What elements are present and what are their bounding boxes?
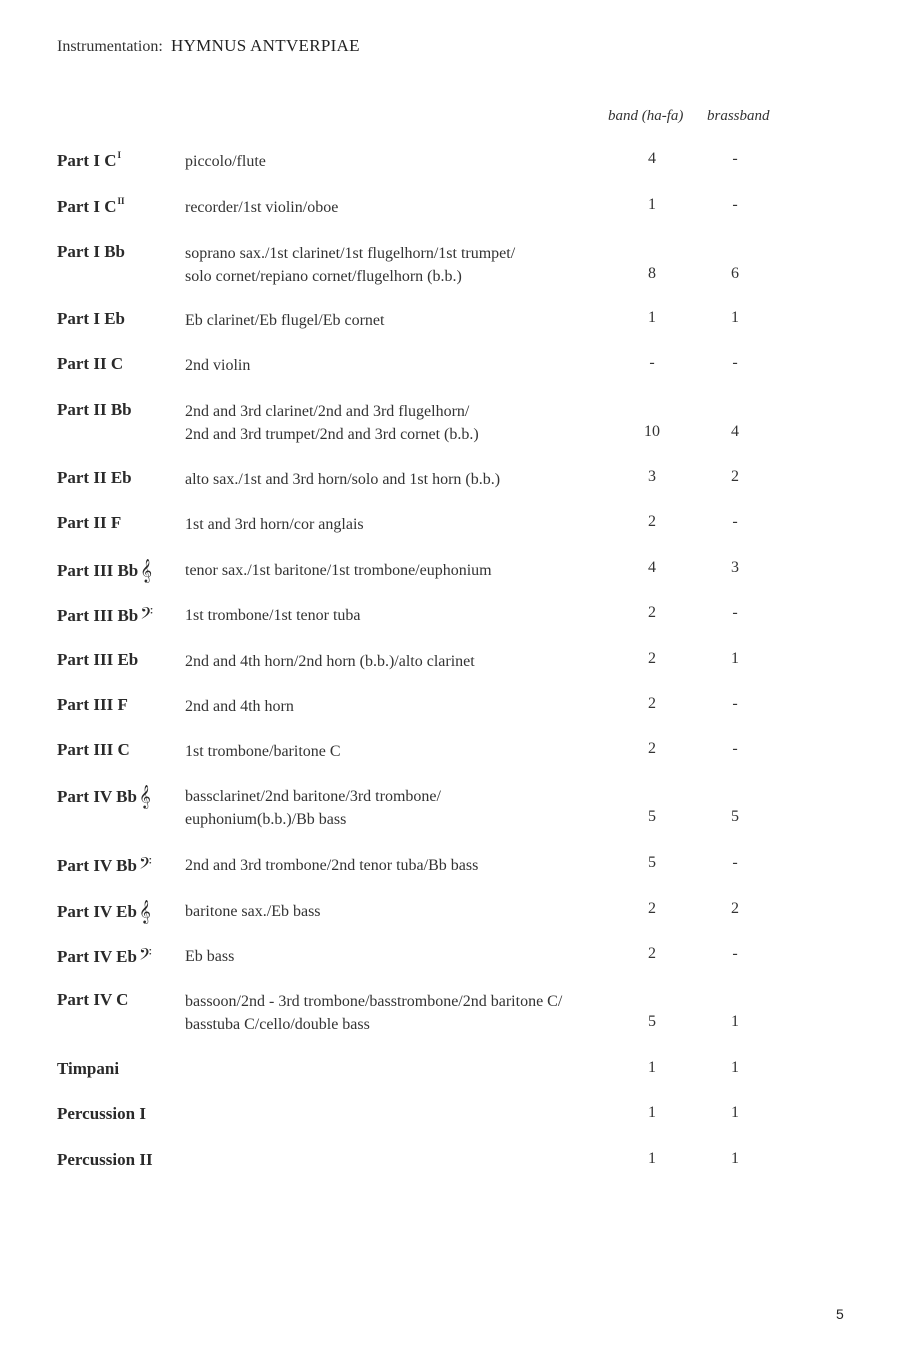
instrument-line: 2nd and 4th horn/2nd horn (b.b.)/alto clarinet — [185, 653, 475, 670]
band-count: 2 — [648, 740, 656, 757]
part-superscript: II — [117, 196, 125, 206]
instrument-list — [185, 150, 615, 173]
part-name — [57, 650, 138, 670]
brassband-count: - — [732, 513, 738, 530]
band-count: 5 — [648, 854, 656, 871]
band-count: 2 — [648, 650, 656, 667]
instrument-line: tenor sax./1st baritone/1st trombone/euphonium — [185, 562, 492, 579]
instrument-list — [185, 604, 615, 627]
part-label: Part III C — [57, 740, 130, 759]
part-label: Part IV Eb — [57, 902, 137, 921]
bass-clef-icon: 𝄢 — [138, 855, 152, 877]
band-count: 1 — [648, 196, 656, 213]
brassband-count: 1 — [731, 1150, 739, 1167]
part-name — [57, 309, 125, 329]
part-name — [57, 196, 125, 217]
band-count: 2 — [648, 513, 656, 530]
instrument-line: solo cornet/repiano cornet/flugelhorn (b.b.) — [185, 268, 462, 285]
part-name — [57, 242, 125, 262]
part-name — [57, 785, 151, 808]
bass-clef-icon: 𝄢 — [140, 605, 154, 627]
band-count: 1 — [648, 1059, 656, 1076]
brassband-count: 1 — [731, 1013, 739, 1030]
page-number: 5 — [836, 1306, 844, 1322]
instrument-list — [185, 990, 615, 1036]
band-count: 2 — [648, 604, 656, 621]
part-name — [57, 354, 123, 374]
brassband-count: 1 — [731, 650, 739, 667]
brassband-count: 1 — [731, 309, 739, 326]
bass-clef-icon: 𝄢 — [138, 946, 152, 968]
band-count: 2 — [648, 695, 656, 712]
band-count: 3 — [648, 468, 656, 485]
brassband-count: - — [732, 604, 738, 621]
brassband-count: - — [732, 196, 738, 213]
part-name — [57, 1059, 119, 1079]
brassband-count: - — [732, 740, 738, 757]
instrument-line: 1st trombone/1st tenor tuba — [185, 607, 361, 624]
instrument-line: 2nd and 3rd trumpet/2nd and 3rd cornet (b.b.) — [185, 426, 479, 443]
brassband-count: 1 — [731, 1104, 739, 1121]
part-label: Percussion I — [57, 1104, 146, 1123]
part-label: Part IV Bb — [57, 856, 137, 875]
brassband-count: 6 — [731, 265, 739, 282]
column-header-brassband: brassband — [707, 108, 770, 124]
part-label: Part IV Bb — [57, 787, 137, 806]
part-label: Part III Bb — [57, 561, 139, 580]
part-name — [57, 900, 151, 923]
instrument-line: euphonium(b.b.)/Bb bass — [185, 811, 347, 828]
brassband-count: 2 — [731, 468, 739, 485]
instrument-line: Eb bass — [185, 948, 235, 965]
brassband-count: - — [732, 354, 738, 371]
instrument-line: piccolo/flute — [185, 153, 266, 170]
part-label: Timpani — [57, 1059, 120, 1078]
instrument-line: 2nd and 4th horn — [185, 698, 294, 715]
part-label: Part I C — [57, 197, 117, 216]
instrument-list — [185, 468, 615, 491]
part-superscript: I — [117, 150, 121, 160]
part-name — [57, 695, 128, 715]
instrument-list — [185, 242, 615, 288]
brassband-count: - — [732, 695, 738, 712]
brassband-count: 3 — [731, 559, 739, 576]
instrument-list — [185, 945, 615, 968]
instrument-list — [185, 559, 615, 582]
instrument-list — [185, 695, 615, 718]
part-name — [57, 990, 128, 1010]
part-name — [57, 559, 152, 582]
instrument-list — [185, 196, 615, 219]
instrument-list — [185, 740, 615, 763]
band-count: - — [649, 354, 655, 371]
instrument-line: bassclarinet/2nd baritone/3rd trombone/ — [185, 788, 441, 805]
treble-clef-icon: 𝄞 — [140, 560, 153, 582]
part-name — [57, 604, 153, 627]
instrument-line: recorder/1st violin/oboe — [185, 199, 339, 216]
part-label: Part IV Eb — [57, 947, 137, 966]
instrument-line: basstuba C/cello/double bass — [185, 1016, 370, 1033]
band-count: 10 — [644, 423, 660, 440]
part-label: Part III Bb — [57, 606, 139, 625]
treble-clef-icon: 𝄞 — [138, 786, 151, 808]
part-label: Part II C — [57, 354, 124, 373]
brassband-count: 1 — [731, 1059, 739, 1076]
part-label: Part I Bb — [57, 242, 125, 261]
instrument-line: soprano sax./1st clarinet/1st flugelhorn/1st trumpet/ — [185, 245, 516, 262]
instrument-list — [185, 900, 615, 923]
instrument-line: Eb clarinet/Eb flugel/Eb cornet — [185, 312, 385, 329]
part-name — [57, 740, 130, 760]
band-count: 8 — [648, 265, 656, 282]
header-label: Instrumentation: — [57, 38, 163, 55]
part-name — [57, 1104, 146, 1124]
band-count: 1 — [648, 1150, 656, 1167]
band-count: 2 — [648, 900, 656, 917]
part-label: Part II Eb — [57, 468, 132, 487]
part-name — [57, 400, 132, 420]
band-count: 1 — [648, 309, 656, 326]
part-name — [57, 150, 121, 171]
instrument-line: bassoon/2nd - 3rd trombone/basstrombone/2nd baritone C/ — [185, 993, 563, 1010]
instrument-line: 1st trombone/baritone C — [185, 743, 341, 760]
instrument-list — [185, 785, 615, 831]
instrument-line: baritone sax./Eb bass — [185, 903, 321, 920]
instrument-line: 2nd and 3rd clarinet/2nd and 3rd flugelhorn/ — [185, 403, 470, 420]
brassband-count: 2 — [731, 900, 739, 917]
part-label: Part III F — [57, 695, 128, 714]
band-count: 5 — [648, 808, 656, 825]
part-name — [57, 1150, 153, 1170]
part-label: Part II F — [57, 513, 122, 532]
brassband-count: - — [732, 150, 738, 167]
part-label: Part I C — [57, 151, 117, 170]
brassband-count: 5 — [731, 808, 739, 825]
part-name — [57, 945, 152, 968]
column-header-band: band (ha-fa) — [608, 108, 684, 124]
part-name — [57, 468, 132, 488]
part-label: Part IV C — [57, 990, 129, 1009]
instrument-list — [185, 650, 615, 673]
treble-clef-icon: 𝄞 — [138, 901, 151, 923]
instrument-line: 1st and 3rd horn/cor anglais — [185, 516, 364, 533]
part-name — [57, 854, 152, 877]
instrument-list — [185, 513, 615, 536]
part-name — [57, 513, 121, 533]
work-title: HYMNUS ANTVERPIAE — [171, 36, 360, 55]
band-count: 5 — [648, 1013, 656, 1030]
brassband-count: 4 — [731, 423, 739, 440]
band-count: 1 — [648, 1104, 656, 1121]
instrument-line: alto sax./1st and 3rd horn/solo and 1st horn (b.b.) — [185, 471, 501, 488]
instrument-line: 2nd and 3rd trombone/2nd tenor tuba/Bb bass — [185, 857, 479, 874]
part-label: Part I Eb — [57, 309, 125, 328]
brassband-count: - — [732, 854, 738, 871]
brassband-count: - — [732, 945, 738, 962]
instrument-list — [185, 309, 615, 332]
band-count: 2 — [648, 945, 656, 962]
band-count: 4 — [648, 150, 656, 167]
instrument-list — [185, 354, 615, 377]
part-label: Part III Eb — [57, 650, 139, 669]
instrument-list — [185, 400, 615, 446]
instrument-list — [185, 854, 615, 877]
part-label: Part II Bb — [57, 400, 132, 419]
part-label: Percussion II — [57, 1150, 153, 1169]
instrument-line: 2nd violin — [185, 357, 251, 374]
band-count: 4 — [648, 559, 656, 576]
